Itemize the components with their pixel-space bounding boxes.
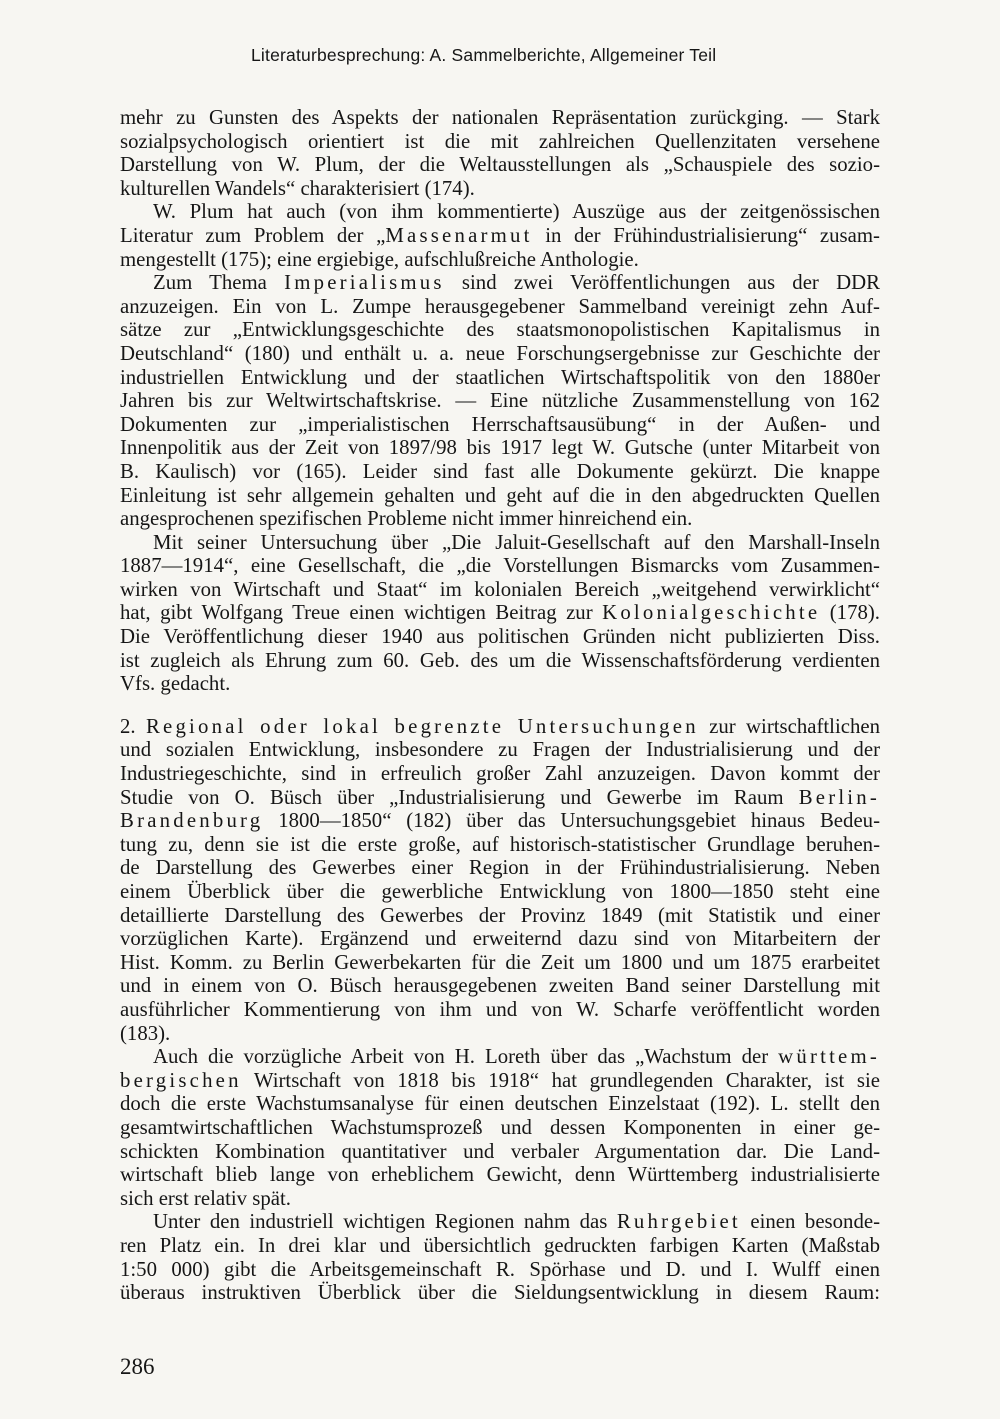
paragraph — [120, 531, 880, 696]
spaced-term: Regional oder lokal begrenzte Untersuchungen — [145, 714, 699, 738]
paragraph — [120, 1045, 880, 1210]
text-line: sozialpsychologisch orientiert ist die mit zahlreichen Quellenzitaten versehene — [120, 129, 880, 153]
paragraph — [120, 271, 880, 531]
spaced-term: Ruhrgebiet — [616, 1210, 741, 1234]
text-line: industriellen Entwicklung und der staatlichen Wirtschaftspolitik von den 1880er — [120, 365, 880, 389]
paragraph — [120, 1210, 880, 1304]
spaced-term: Kolonialgeschichte — [602, 601, 821, 625]
spaced-term: Imperialismus — [284, 271, 445, 295]
text-line: überaus instruktiven Überblick über die Sieldungsentwicklung in diesem Raum: — [120, 1281, 880, 1305]
text-line: Darstellung von W. Plum, der die Weltausstellungen als „Schauspiele des sozio- — [120, 153, 880, 177]
text-line: und in einem von O. Büsch herausgegebenen zweiten Band seiner Darstellung mit — [120, 974, 880, 998]
text-line: (183). — [120, 1021, 171, 1045]
text-line: Brandenburg 1800—1850“ (182) über das Untersuchungsgebiet hinaus Bedeu- — [120, 809, 880, 833]
text-line: 1887—1914“, eine Gesellschaft, die „die Vorstellungen Bismarcks vom Zusammen- — [120, 554, 880, 578]
text-line: und sozialen Entwicklung, insbesondere zu Fragen der Industrialisierung und der — [120, 738, 880, 762]
text-line: Deutschland“ (180) und enthält u. a. neue Forschungsergebnisse zur Geschichte der — [120, 341, 880, 365]
text-line: wirken von Wirtschaft und Staat“ im kolonialen Bereich „weitgehend verwirklicht“ — [120, 577, 880, 601]
paragraph — [120, 200, 880, 271]
text-line: Auch die vorzügliche Arbeit von H. Loreth über das „Wachstum der württem- — [153, 1045, 880, 1069]
running-header: Literaturbesprechung: A. Sammelberichte, Allgemeiner Teil — [251, 45, 717, 65]
text-line: de Darstellung des Gewerbes einer Region in der Frühindustrialisierung. Neben — [120, 856, 880, 880]
text-line: 2. Regional oder lokal begrenzte Untersuchungen zur wirtschaftlichen — [120, 714, 881, 738]
text-line: Jahren bis zur Weltwirtschaftskrise. — Eine nützliche Zusammenstellung von 162 — [120, 389, 880, 413]
body-text — [120, 106, 880, 1305]
text-line: mengestellt (175); eine ergiebige, aufschlußreiche Anthologie. — [120, 247, 639, 271]
spaced-term: württem- — [778, 1045, 880, 1069]
text-line: Studie von O. Büsch über „Industrialisierung und Gewerbe im Raum Berlin- — [120, 785, 880, 809]
section-gap — [120, 696, 880, 715]
text-line: sätze zur „Entwicklungsgeschichte des staatsmonopolistischen Kapitalismus in — [120, 318, 880, 342]
text-line: Vfs. gedacht. — [120, 672, 231, 696]
text-line: Mit seiner Untersuchung über „Die Jaluit-Gesellschaft auf den Marshall-Inseln — [153, 530, 880, 554]
text-line: ist zugleich als Ehrung zum 60. Geb. des um die Wissenschaftsförderung verdienten — [120, 648, 880, 672]
text-line: tung zu, denn sie ist die erste große, auf historisch-statistischer Grundlage beruhen- — [120, 832, 880, 856]
text-line: gesamtwirtschaftlichen Wachstumsprozeß und dessen Komponenten in einer ge- — [120, 1115, 880, 1139]
text-line: angesprochenen spezifischen Probleme nicht immer hinreichend ein. — [120, 507, 693, 531]
text-line: Hist. Komm. zu Berlin Gewerbekarten für die Zeit um 1800 und um 1875 erarbeitet — [120, 950, 880, 974]
text-line: Die Veröffentlichung dieser 1940 aus politischen Gründen nicht publizierten Diss. — [120, 625, 880, 649]
text-line: sich erst relativ spät. — [120, 1186, 291, 1210]
text-line: W. Plum hat auch (von ihm kommentierte) Auszüge aus der zeitgenössischen — [153, 200, 880, 224]
spaced-term: bergischen — [120, 1068, 242, 1092]
text-line: 1:50 000) gibt die Arbeitsgemeinschaft R. Spörhase und D. und I. Wulff einen — [120, 1257, 880, 1281]
text-line: Industriegeschichte, sind in erfreulich großer Zahl anzuzeigen. Davon kommt der — [120, 762, 880, 786]
text-line: Einleitung ist sehr allgemein gehalten und geht auf die in den abgedruckten Quellen — [120, 483, 880, 507]
text-line: Zum Thema Imperialismus sind zwei Veröffentlichungen aus der DDR — [153, 271, 880, 295]
text-line: Innenpolitik aus der Zeit von 1897/98 bis 1917 legt W. Gutsche (unter Mitarbeit von — [120, 436, 880, 460]
spaced-term: Massenarmut — [385, 223, 533, 247]
page-number: 286 — [120, 1354, 155, 1379]
text-line: ausführlicher Kommentierung von ihm und von W. Scharfe veröffentlicht worden — [120, 997, 880, 1021]
text-line: schickten Kombination quantitativer und verbaler Argumentation dar. Die Land- — [120, 1139, 880, 1163]
spaced-term: Berlin- — [798, 785, 880, 809]
text-line: kulturellen Wandels“ charakterisiert (174). — [120, 176, 475, 200]
paragraph — [120, 106, 880, 200]
text-line: einem Überblick über die gewerbliche Entwicklung von 1800—1850 steht eine — [120, 880, 880, 903]
text-line: mehr zu Gunsten des Aspekts der nationalen Repräsentation zurückging. — Stark — [120, 106, 880, 129]
text-line: B. Kaulisch) vor (165). Leider sind fast alle Dokumente gekürzt. Die knappe — [120, 459, 880, 483]
text-line: anzuzeigen. Ein von L. Zumpe herausgegebener Sammelband vereinigt zehn Auf- — [120, 294, 880, 318]
text-line: Unter den industriell wichtigen Regionen nahm das Ruhrgebiet einen besonde- — [153, 1210, 880, 1234]
text-line: hat, gibt Wolfgang Treue einen wichtigen Beitrag zur Kolonialgeschichte (178). — [120, 601, 880, 625]
text-line: detaillierte Darstellung des Gewerbes der Provinz 1849 (mit Statistik und einer — [120, 903, 880, 927]
spaced-term: Brandenburg — [120, 809, 264, 833]
text-line: vorzüglichen Karte). Ergänzend und erweiternd dazu sind von Mitarbeitern der — [120, 927, 880, 951]
text-line: wirtschaft blieb lange von erheblichem Gewicht, denn Württemberg industrialisierte — [120, 1163, 880, 1187]
text-line: bergischen Wirtschaft von 1818 bis 1918“ hat grundlegenden Charakter, ist sie — [120, 1068, 880, 1092]
text-line: Literatur zum Problem der „Massenarmut in der Frühindustrialisierung“ zusam- — [120, 223, 880, 247]
text-line: Dokumenten zur „imperialistischen Herrschaftsausübung“ in der Außen- und — [120, 412, 880, 436]
paragraph — [120, 715, 880, 1045]
text-line: ren Platz ein. In drei klar und übersichtlich gedruckten farbigen Karten (Maßstab — [120, 1233, 880, 1257]
text-line: doch die erste Wachstumsanalyse für einen deutschen Einzelstaat (192). L. stellt den — [120, 1092, 880, 1116]
